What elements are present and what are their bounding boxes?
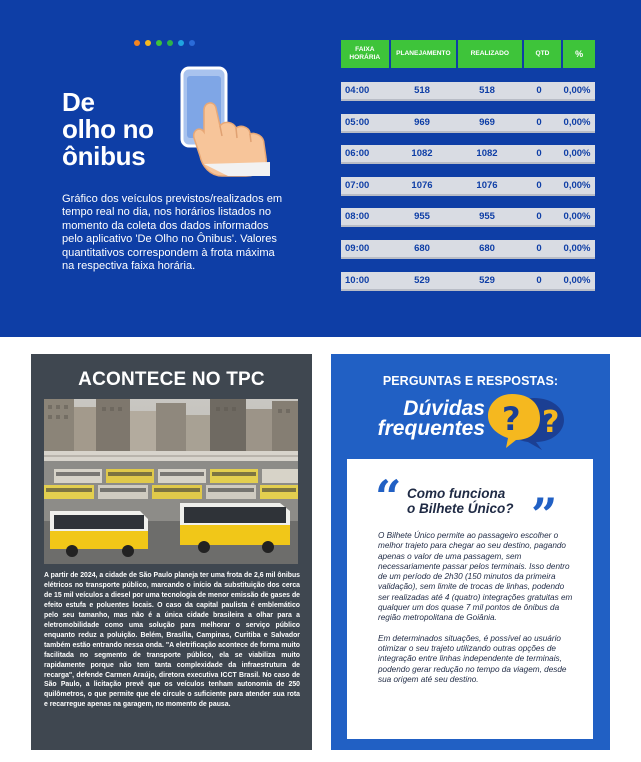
cell-hora: 09:00 — [345, 243, 370, 254]
hero-title-line: ônibus — [62, 141, 146, 171]
table-row — [341, 177, 595, 196]
cell-pct: 0,00% — [563, 243, 591, 254]
header-faixa-horaria: FAIXA HORÁRIA — [341, 40, 389, 68]
cell-qtd: 0 — [536, 179, 542, 191]
tpc-news-card — [31, 354, 312, 750]
cell-qtd: 0 — [536, 211, 542, 223]
cell-qtd: 0 — [536, 243, 542, 254]
faq-question-line: Como funciona — [407, 486, 506, 501]
cell-planejamento: 529 — [414, 274, 430, 286]
color-dot — [145, 40, 151, 46]
color-dot — [134, 40, 140, 46]
cell-planejamento: 969 — [414, 116, 430, 128]
cell-realizado: 529 — [479, 274, 495, 286]
cell-pct: 0,00% — [563, 148, 591, 160]
tpc-news-text: A partir de 2024, a cidade de São Paulo planeja ter uma frota de 2,6 mil ônibus elétricos no transporte público, marcando o início da substituição dos cerca de 15 mil veículos a diesel por uma tecnologia de menor emissão de gases de efeito estufa e poluentes locais. O caso da capital paulista é emblemático pelo seu tamanho, mas não é a única cidade brasileira a olhar para a eletromobilidade como uma solução para melhorar o serviço público enquanto reduz a poluição. Belém, Brasília, Campinas, Curitiba e Salvador também estão entrando nessa onda. "A eletrificação acontece de forma muito facilitada no segmento de transporte público, ela se viabiliza muito rapidamente porque não tem tanta complexidade da infraestrutura de recarga", defende Carmen Araújo, diretora executiva ICCT Brasil. No caso de São Paulo, a licitação prevê que os veículos tenham autonomia de 250 quilômetros, o que permite que ele circule o suficiente para atender sua rota e recarregue apenas na garagem, no momento de pausa. — [44, 572, 300, 709]
cell-qtd: 0 — [536, 274, 542, 286]
table-row — [341, 240, 595, 259]
faq-heading: PERGUNTAS E RESPOSTAS: — [382, 374, 559, 388]
faq-question — [407, 486, 537, 516]
cell-pct: 0,00% — [563, 116, 591, 128]
color-dot — [156, 40, 162, 46]
question-bubbles-icon — [486, 392, 581, 450]
faq-question-line: o Bilhete Único? — [407, 501, 514, 516]
cell-qtd: 0 — [536, 116, 542, 128]
cell-hora: 04:00 — [345, 85, 370, 96]
bus-terminal-photo — [44, 399, 298, 564]
cell-realizado: 1076 — [476, 179, 498, 191]
cell-hora: 07:00 — [345, 179, 370, 191]
faq-answer-paragraph: Em determinados situações, é possível ao usuário otimizar o seu trajeto utilizando outras opções de integração entre linhas independente de terminais, podendo gerar redução no tempo da viagem, desde sua origem até seu destino. — [378, 633, 567, 684]
cell-hora: 06:00 — [345, 148, 370, 160]
cell-planejamento: 1082 — [411, 148, 433, 160]
color-dot — [178, 40, 184, 46]
hand-phone-icon — [170, 66, 280, 178]
faq-card — [331, 354, 610, 750]
faq-title-line: Dúvidas — [403, 397, 485, 420]
header-realizado: REALIZADO — [458, 40, 521, 68]
faq-title-line: frequentes — [377, 417, 485, 440]
cell-pct: 0,00% — [563, 179, 591, 191]
cell-pct: 0,00% — [563, 274, 591, 286]
cell-planejamento: 1076 — [411, 179, 433, 191]
faq-answer-paragraph: O Bilhete Único permite ao passageiro escolher o melhor trajeto para chegar ao seu destino, pagando apenas o valor de uma passagem, sem necessariamente passar pelos terminais. Isso dentro de um período de 2h30 (150 minutos da primeira validação), sem limite de trocas de linhas, podendo ser realizadas até 4 (quatro) integrações gratuitas em qualquer um dos quase 7 mil pontos de ônibus da região metropolitana de Goiânia. — [378, 531, 573, 623]
hero-title-line: De — [62, 87, 95, 117]
faq-title — [355, 399, 485, 439]
hero-description: Gráfico dos veículos previstos/realizados em tempo real no dia, nos horários listados no momento da coleta dos dados informados pelo aplicativo 'De Olho no Ônibus'. Valores quantitativos correspondem à frota máxima na respectiva faixa horária. — [62, 193, 283, 273]
cell-realizado: 680 — [479, 243, 495, 254]
cell-hora: 05:00 — [345, 116, 370, 128]
cell-hora: 08:00 — [345, 211, 370, 223]
hero-title — [62, 89, 154, 170]
cell-realizado: 969 — [479, 116, 495, 128]
cell-planejamento: 680 — [414, 243, 430, 254]
color-dot — [189, 40, 195, 46]
header-qtd: QTD — [524, 40, 562, 68]
hero-title-line: olho no — [62, 114, 154, 144]
table-row — [341, 208, 595, 227]
cell-realizado: 1082 — [476, 148, 498, 160]
cell-qtd: 0 — [536, 85, 542, 96]
header-planejamento: PLANEJAMENTO — [391, 40, 456, 68]
fleet-table — [341, 40, 595, 286]
svg-text:?: ? — [542, 405, 560, 440]
cell-realizado: 955 — [479, 211, 495, 223]
faq-answer-box — [347, 459, 593, 739]
color-dot — [167, 40, 173, 46]
cell-planejamento: 955 — [414, 211, 430, 223]
cell-qtd: 0 — [536, 148, 542, 160]
cell-pct: 0,00% — [563, 85, 591, 96]
table-row — [341, 82, 595, 101]
cell-pct: 0,00% — [563, 211, 591, 223]
cell-planejamento: 518 — [414, 85, 430, 96]
table-row — [341, 272, 595, 291]
cell-hora: 10:00 — [345, 274, 370, 286]
fleet-table-header — [341, 40, 595, 68]
faq-answer — [378, 531, 573, 695]
open-quote-icon: “ — [375, 470, 402, 524]
cell-realizado: 518 — [479, 85, 495, 96]
tpc-title: ACONTECE NO TPC — [78, 369, 265, 390]
header-percent: % — [563, 40, 595, 68]
color-dots — [134, 40, 195, 46]
hero-section — [0, 0, 641, 337]
svg-text:?: ? — [502, 400, 521, 438]
close-quote-icon: ” — [531, 488, 558, 542]
table-row — [341, 145, 595, 164]
table-row — [341, 114, 595, 133]
